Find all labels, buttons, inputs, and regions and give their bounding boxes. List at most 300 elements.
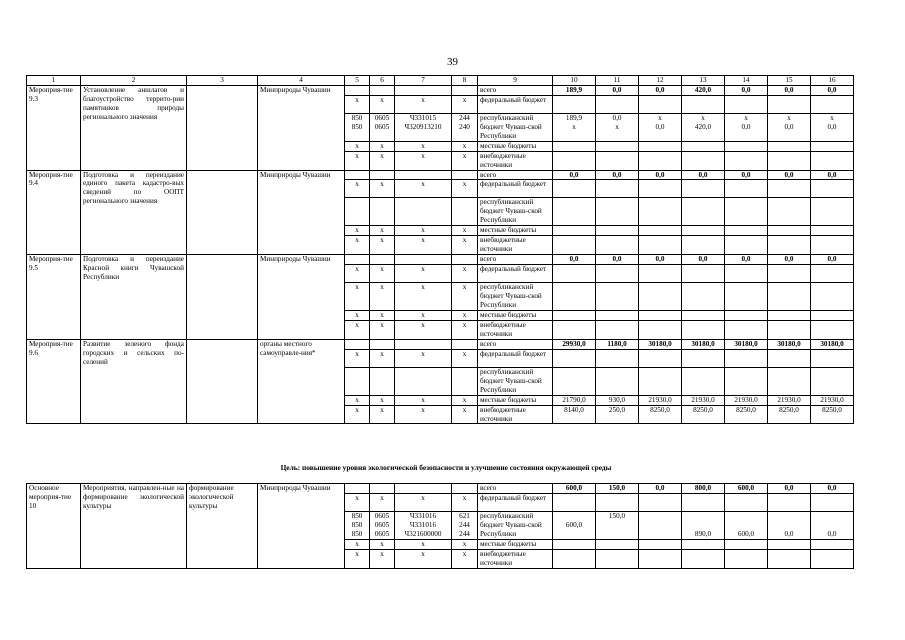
amount-cell: 29930,0	[553, 339, 596, 349]
funding-source: республиканский бюджет Чуваш-ской Республики	[478, 113, 553, 141]
amount-cell	[682, 141, 725, 151]
amount-cell	[768, 198, 811, 226]
amount-cell	[639, 226, 682, 236]
measure-name: Подготовка и переиздание Красной книги Чувашской Республики	[81, 255, 187, 340]
budget-code-cell: x	[345, 320, 370, 339]
amount-cell	[725, 367, 768, 395]
amount-cell	[682, 283, 725, 311]
budget-code-cell: x	[452, 151, 478, 170]
amount-cell	[639, 265, 682, 283]
amount-cell: 0,0	[725, 170, 768, 180]
budget-code-cell	[370, 367, 395, 395]
measure-goal	[187, 170, 258, 255]
budget-code-cell: x	[452, 265, 478, 283]
amount-cell: 21930,0	[725, 395, 768, 405]
budget-code-cell: x	[395, 493, 452, 511]
budget-code-cell: x	[370, 265, 395, 283]
amount-cell	[682, 151, 725, 170]
budget-code-cell: x	[452, 493, 478, 511]
budget-code-cell: x	[395, 349, 452, 367]
budget-code-cell: x	[370, 493, 395, 511]
amount-cell: 21930,0	[682, 395, 725, 405]
column-number-header: 2	[81, 76, 187, 86]
amount-cell	[811, 367, 854, 395]
budget-code-cell: x	[345, 395, 370, 405]
amount-cell	[596, 265, 639, 283]
budget-code-cell	[452, 170, 478, 180]
amount-cell: 0,0	[639, 170, 682, 180]
budget-code-cell	[395, 367, 452, 395]
funding-source: внебюджетные источники	[478, 320, 553, 339]
amount-cell: 0,0	[811, 511, 854, 539]
amount-cell: 600,0	[553, 484, 596, 494]
budget-code-cell: 0605 0605 0605	[370, 511, 395, 539]
funding-source: внебюджетные источники	[478, 549, 553, 568]
budget-code-cell: x	[395, 151, 452, 170]
amount-cell: 0,0	[639, 255, 682, 265]
budget-code-cell: x	[370, 95, 395, 113]
measure-code: Мероприя-тие 9.4	[27, 170, 81, 255]
budget-code-cell	[345, 170, 370, 180]
budget-code-cell: x	[395, 283, 452, 311]
amount-cell	[811, 283, 854, 311]
amount-cell	[768, 141, 811, 151]
column-number-header: 11	[596, 76, 639, 86]
amount-cell: 0,0	[768, 511, 811, 539]
amount-cell	[768, 95, 811, 113]
budget-code-cell: x	[345, 226, 370, 236]
column-number-header: 15	[768, 76, 811, 86]
budget-code-cell	[395, 198, 452, 226]
funding-source: республиканский бюджет Чуваш-ской Республики	[478, 283, 553, 311]
amount-cell	[811, 349, 854, 367]
amount-cell: 30180,0	[725, 339, 768, 349]
amount-cell: 21790,0	[553, 395, 596, 405]
amount-cell	[553, 151, 596, 170]
amount-cell: 0,0	[811, 85, 854, 95]
amount-cell: 30180,0	[682, 339, 725, 349]
amount-cell	[682, 226, 725, 236]
budget-code-cell: x	[370, 226, 395, 236]
amount-cell	[553, 349, 596, 367]
amount-cell	[639, 539, 682, 549]
budget-code-cell: x	[345, 539, 370, 549]
amount-cell	[725, 141, 768, 151]
amount-cell	[639, 236, 682, 255]
amount-cell: 21930,0	[639, 395, 682, 405]
amount-cell	[639, 180, 682, 198]
amount-cell: 0,0 x	[596, 113, 639, 141]
budget-code-cell: 850 850 850	[345, 511, 370, 539]
amount-cell	[553, 198, 596, 226]
amount-cell: 0,0	[682, 170, 725, 180]
budget-code-cell: x	[452, 320, 478, 339]
funding-source: федеральный бюджет	[478, 265, 553, 283]
budget-code-cell: x	[395, 395, 452, 405]
amount-cell: 1180,0	[596, 339, 639, 349]
amount-cell	[639, 367, 682, 395]
funding-source: местные бюджеты	[478, 226, 553, 236]
amount-cell: 8250,0	[811, 405, 854, 424]
amount-cell	[768, 236, 811, 255]
amount-cell: 8250,0	[639, 405, 682, 424]
funding-source: всего	[478, 170, 553, 180]
measure-executor: Минприроды Чувашии	[258, 255, 345, 340]
header-row	[27, 76, 854, 86]
budget-code-cell	[452, 367, 478, 395]
measure-name: Мероприятия, направлен-ные на формирование экологической культуры	[81, 484, 187, 569]
amount-cell	[596, 141, 639, 151]
amount-cell	[811, 198, 854, 226]
funding-source: местные бюджеты	[478, 141, 553, 151]
funding-source: местные бюджеты	[478, 539, 553, 549]
amount-cell: 890,0	[682, 511, 725, 539]
budget-code-cell	[395, 484, 452, 494]
budget-code-cell: x	[370, 349, 395, 367]
amount-cell	[768, 226, 811, 236]
amount-cell	[725, 539, 768, 549]
column-number-header: 3	[187, 76, 258, 86]
budget-code-cell: x	[452, 311, 478, 321]
amount-cell	[553, 549, 596, 568]
amount-cell	[768, 539, 811, 549]
funding-source: республиканский бюджет Чуваш-ской Республики	[478, 367, 553, 395]
measure-goal	[187, 339, 258, 424]
amount-cell	[811, 236, 854, 255]
budget-code-cell	[370, 198, 395, 226]
amount-cell: 30180,0	[639, 339, 682, 349]
amount-cell	[639, 549, 682, 568]
amount-cell	[768, 349, 811, 367]
measure-executor: Минприроды Чувашии	[258, 484, 345, 569]
budget-code-cell: x	[395, 236, 452, 255]
funding-source: федеральный бюджет	[478, 180, 553, 198]
amount-cell: 30180,0	[768, 339, 811, 349]
amount-cell	[725, 151, 768, 170]
budget-code-cell	[395, 85, 452, 95]
budget-code-cell: x	[395, 265, 452, 283]
budget-code-cell: x	[395, 405, 452, 424]
budget-code-cell: x	[452, 395, 478, 405]
budget-code-cell	[395, 170, 452, 180]
measure-code: Мероприя-тие 9.5	[27, 255, 81, 340]
budget-code-cell: x	[345, 265, 370, 283]
measure-executor: Минприроды Чувашии	[258, 170, 345, 255]
column-number-header: 7	[395, 76, 452, 86]
table-row	[27, 85, 854, 95]
amount-cell	[596, 151, 639, 170]
budget-code-cell: x	[395, 320, 452, 339]
funding-source: республиканский бюджет Чуваш-ской Республики	[478, 511, 553, 539]
amount-cell	[596, 539, 639, 549]
amount-cell: 0,0	[768, 484, 811, 494]
amount-cell	[682, 311, 725, 321]
amount-cell: 30180,0	[811, 339, 854, 349]
budget-code-cell: x	[370, 151, 395, 170]
amount-cell	[725, 283, 768, 311]
amount-cell: x 0,0	[639, 113, 682, 141]
funding-source: всего	[478, 484, 553, 494]
amount-cell	[768, 283, 811, 311]
budget-code-cell: x	[395, 549, 452, 568]
amount-cell	[725, 320, 768, 339]
budget-code-cell: x	[345, 141, 370, 151]
column-number-header: 5	[345, 76, 370, 86]
budget-code-cell: x	[345, 493, 370, 511]
budget-code-cell: x	[395, 141, 452, 151]
column-number-header: 4	[258, 76, 345, 86]
budget-code-cell: x	[395, 311, 452, 321]
budget-code-cell: x	[345, 236, 370, 255]
amount-cell: 420,0	[682, 85, 725, 95]
amount-cell	[639, 198, 682, 226]
amount-cell	[682, 539, 725, 549]
amount-cell: 0,0	[596, 85, 639, 95]
measure-executor: Минприроды Чувашии	[258, 85, 345, 170]
amount-cell	[768, 549, 811, 568]
budget-code-cell: 0605 0605	[370, 113, 395, 141]
amount-cell: 21930,0	[811, 395, 854, 405]
measure-goal: формирование экологической культуры	[187, 484, 258, 569]
amount-cell	[553, 141, 596, 151]
amount-cell	[553, 283, 596, 311]
budget-code-cell: x	[370, 549, 395, 568]
measure-goal	[187, 255, 258, 340]
budget-code-cell: 850 850	[345, 113, 370, 141]
funding-source: всего	[478, 85, 553, 95]
funding-source: всего	[478, 339, 553, 349]
amount-cell: 600,0	[725, 511, 768, 539]
amount-cell	[596, 95, 639, 113]
funding-source: республиканский бюджет Чуваш-ской Республики	[478, 198, 553, 226]
budget-code-cell: x	[345, 283, 370, 311]
budget-code-cell: x	[345, 405, 370, 424]
table-row	[27, 339, 854, 349]
budget-code-cell: x	[395, 226, 452, 236]
amount-cell: 0,0	[682, 255, 725, 265]
amount-cell	[639, 95, 682, 113]
amount-cell: x 420,0	[682, 113, 725, 141]
measure-name: Развитие зеленого фонда городских и сельских по-селений	[81, 339, 187, 424]
amount-cell	[639, 311, 682, 321]
amount-cell	[811, 320, 854, 339]
budget-code-cell: x	[452, 283, 478, 311]
amount-cell	[811, 180, 854, 198]
amount-cell	[811, 141, 854, 151]
amount-cell	[553, 311, 596, 321]
amount-cell: 0,0	[639, 85, 682, 95]
funding-source: внебюджетные источники	[478, 151, 553, 170]
funding-source: федеральный бюджет	[478, 493, 553, 511]
amount-cell: 0,0	[768, 85, 811, 95]
column-number-header: 8	[452, 76, 478, 86]
amount-cell: 0,0	[553, 255, 596, 265]
amount-cell	[639, 141, 682, 151]
amount-cell: 0,0	[768, 170, 811, 180]
budget-code-cell: x	[370, 405, 395, 424]
budget-code-cell	[370, 255, 395, 265]
budget-code-cell: x	[395, 539, 452, 549]
budget-code-cell: x	[452, 95, 478, 113]
amount-cell	[553, 320, 596, 339]
budget-code-cell	[452, 198, 478, 226]
budget-table-upper	[26, 75, 854, 424]
measure-name: Установление аншлагов и благоустройство террито-рии памятников природы регионального значения	[81, 85, 187, 170]
amount-cell	[725, 549, 768, 568]
amount-cell: 0,0	[725, 255, 768, 265]
budget-code-cell: x	[370, 539, 395, 549]
amount-cell: 250,0	[596, 405, 639, 424]
budget-code-cell: x	[345, 180, 370, 198]
budget-code-cell: x	[345, 311, 370, 321]
budget-code-cell	[345, 85, 370, 95]
amount-cell: x 0,0	[811, 113, 854, 141]
budget-code-cell	[345, 255, 370, 265]
funding-source: местные бюджеты	[478, 395, 553, 405]
amount-cell	[639, 320, 682, 339]
amount-cell	[811, 95, 854, 113]
budget-code-cell: x	[452, 549, 478, 568]
budget-code-cell	[452, 85, 478, 95]
amount-cell	[768, 493, 811, 511]
amount-cell	[725, 198, 768, 226]
measure-goal	[187, 85, 258, 170]
amount-cell: x 0,0	[725, 113, 768, 141]
amount-cell	[596, 367, 639, 395]
amount-cell	[682, 265, 725, 283]
amount-cell: 8250,0	[725, 405, 768, 424]
amount-cell	[811, 549, 854, 568]
amount-cell	[553, 493, 596, 511]
budget-code-cell: 244 240	[452, 113, 478, 141]
amount-cell	[596, 283, 639, 311]
budget-code-cell	[452, 484, 478, 494]
amount-cell: 8140,0	[553, 405, 596, 424]
amount-cell: 0,0	[596, 255, 639, 265]
budget-code-cell	[345, 339, 370, 349]
amount-cell	[639, 511, 682, 539]
funding-source: федеральный бюджет	[478, 95, 553, 113]
budget-code-cell: x	[370, 320, 395, 339]
amount-cell	[811, 151, 854, 170]
column-number-header: 14	[725, 76, 768, 86]
amount-cell	[596, 180, 639, 198]
measure-name: Подготовка и переиздание единого пакета кадастро-вых сведений по ООПТ регионального значения	[81, 170, 187, 255]
measure-executor: органы местного самоуправле-ния*	[258, 339, 345, 424]
amount-cell	[639, 349, 682, 367]
amount-cell: 189,9 x	[553, 113, 596, 141]
amount-cell	[639, 283, 682, 311]
amount-cell	[682, 198, 725, 226]
amount-cell: 150,0	[596, 484, 639, 494]
amount-cell: 0,0	[639, 484, 682, 494]
amount-cell	[682, 236, 725, 255]
amount-cell	[768, 367, 811, 395]
amount-cell	[596, 226, 639, 236]
goal-heading: Цель: повышение уровня экологической безопасности и улучшение состояния окружающей среды	[280, 463, 612, 472]
table-row	[27, 255, 854, 265]
amount-cell	[725, 493, 768, 511]
amount-cell	[553, 95, 596, 113]
amount-cell	[682, 493, 725, 511]
amount-cell	[768, 320, 811, 339]
amount-cell	[811, 493, 854, 511]
budget-code-cell: x	[452, 349, 478, 367]
amount-cell	[725, 95, 768, 113]
amount-cell: 8250,0	[768, 405, 811, 424]
column-number-header: 10	[553, 76, 596, 86]
budget-code-cell: x	[370, 311, 395, 321]
budget-table-lower	[26, 483, 854, 569]
amount-cell: 189,9	[553, 85, 596, 95]
budget-code-cell: x	[370, 180, 395, 198]
amount-cell: 0,0	[768, 255, 811, 265]
amount-cell	[596, 198, 639, 226]
amount-cell	[596, 349, 639, 367]
measure-code: Мероприя-тие 9.3	[27, 85, 81, 170]
amount-cell	[811, 539, 854, 549]
amount-cell: 800,0	[682, 484, 725, 494]
amount-cell	[682, 95, 725, 113]
budget-code-cell	[370, 85, 395, 95]
amount-cell: 21930,0	[768, 395, 811, 405]
amount-cell	[596, 549, 639, 568]
budget-code-cell: x	[345, 151, 370, 170]
budget-code-cell: x	[452, 226, 478, 236]
amount-cell	[596, 311, 639, 321]
amount-cell	[682, 320, 725, 339]
amount-cell	[811, 311, 854, 321]
amount-cell	[811, 265, 854, 283]
budget-code-cell	[452, 255, 478, 265]
amount-cell	[596, 320, 639, 339]
budget-code-cell: x	[345, 95, 370, 113]
amount-cell: x 0,0	[768, 113, 811, 141]
amount-cell	[725, 349, 768, 367]
amount-cell	[768, 151, 811, 170]
amount-cell	[768, 311, 811, 321]
budget-code-cell: x	[395, 180, 452, 198]
funding-source: внебюджетные источники	[478, 236, 553, 255]
budget-code-cell	[345, 367, 370, 395]
budget-code-cell	[370, 339, 395, 349]
amount-cell: 0,0	[553, 170, 596, 180]
budget-code-cell	[395, 255, 452, 265]
amount-cell	[725, 236, 768, 255]
measure-code: Основное мероприя-тие 10	[27, 484, 81, 569]
amount-cell	[725, 311, 768, 321]
budget-code-cell	[370, 484, 395, 494]
budget-code-cell: x	[452, 141, 478, 151]
budget-code-cell: x	[395, 95, 452, 113]
budget-code-cell	[370, 170, 395, 180]
amount-cell	[682, 549, 725, 568]
budget-code-cell: Ч331016 Ч331016 Ч321600000	[395, 511, 452, 539]
column-number-header: 6	[370, 76, 395, 86]
column-number-header: 13	[682, 76, 725, 86]
amount-cell	[596, 493, 639, 511]
amount-cell	[725, 265, 768, 283]
column-number-header: 16	[811, 76, 854, 86]
amount-cell	[553, 539, 596, 549]
amount-cell: 0,0	[811, 170, 854, 180]
amount-cell: 600,0	[725, 484, 768, 494]
budget-code-cell: x	[345, 549, 370, 568]
budget-code-cell: x	[452, 405, 478, 424]
amount-cell	[639, 493, 682, 511]
amount-cell	[811, 226, 854, 236]
budget-code-cell: x	[370, 283, 395, 311]
